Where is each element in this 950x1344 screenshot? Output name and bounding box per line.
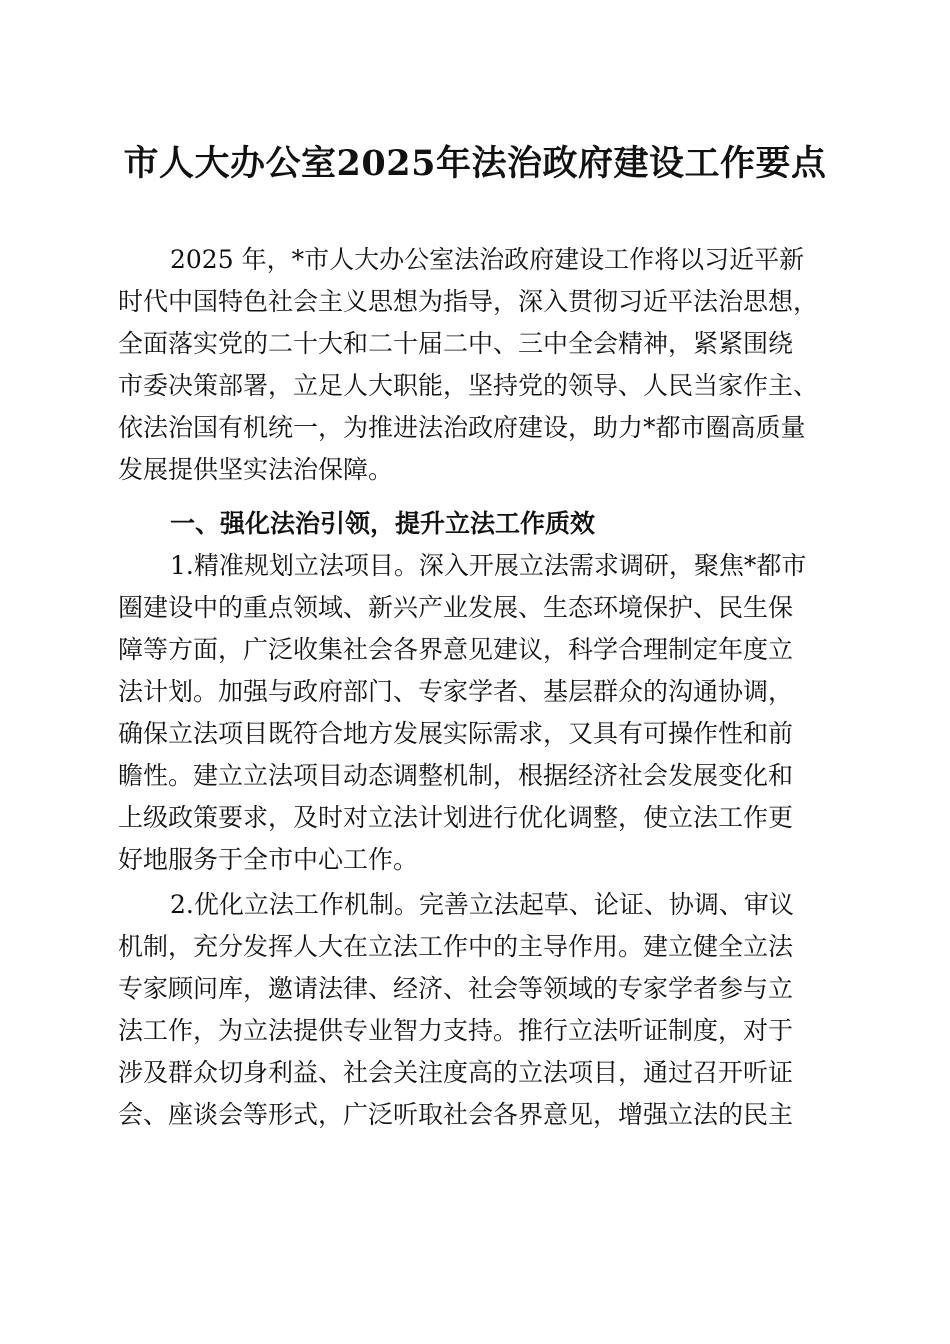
item-1-line-7: 上级政策要求，及时对立法计划进行优化调整，使立法工作更 <box>118 803 794 832</box>
item-2-line-2: 机制，充分发挥人大在立法工作中的主导作用。建立健全立法 <box>118 932 794 961</box>
item-1-line-2: 圈建设中的重点领域、新兴产业发展、生态环境保护、民生保 <box>118 593 794 622</box>
item-1-line-6: 瞻性。建立立法项目动态调整机制，根据经济社会发展变化和 <box>118 761 794 790</box>
intro-line-2: 时代中国特色社会主义思想为指导，深入贯彻习近平法治思想， <box>118 287 819 316</box>
intro-line-1: 2025 年，*市人大办公室法治政府建设工作将以习近平新 <box>170 245 805 274</box>
item-1-line-3: 障等方面，广泛收集社会各界意见建议，科学合理制定年度立 <box>118 635 794 664</box>
item-2-line-6: 会、座谈会等形式，广泛听取社会各界意见，增强立法的民主 <box>118 1100 794 1129</box>
item-1-line-4: 法计划。加强与政府部门、专家学者、基层群众的沟通协调， <box>118 677 794 706</box>
item-1-line-1: 1.精准规划立法项目。深入开展立法需求调研，聚焦*都市 <box>170 551 807 580</box>
item-1-line-5: 确保立法项目既符合地方发展实际需求，又具有可操作性和前 <box>118 719 794 748</box>
intro-line-6: 发展提供坚实法治保障。 <box>118 455 394 484</box>
intro-line-4: 市委决策部署，立足人大职能，坚持党的领导、人民当家作主、 <box>118 371 819 400</box>
item-2-line-5: 涉及群众切身利益、社会关注度高的立法项目，通过召开听证 <box>118 1058 794 1087</box>
item-1-line-8: 好地服务于全市中心工作。 <box>118 845 419 874</box>
section-heading-1: 一、强化法治引领，提升立法工作质效 <box>170 509 596 538</box>
document-title: 市人大办公室2025年法治政府建设工作要点 <box>123 143 827 184</box>
intro-line-3: 全面落实党的二十大和二十届二中、三中全会精神，紧紧围绕 <box>118 329 794 358</box>
item-2-line-3: 专家顾问库，邀请法律、经济、社会等领域的专家学者参与立 <box>118 974 794 1003</box>
item-2-line-4: 法工作，为立法提供专业智力支持。推行立法听证制度，对于 <box>118 1016 794 1045</box>
item-2-line-1: 2.优化立法工作机制。完善立法起草、论证、协调、审议 <box>170 890 794 919</box>
intro-line-5: 依法治国有机统一，为推进法治政府建设，助力*都市圈高质量 <box>118 413 806 442</box>
